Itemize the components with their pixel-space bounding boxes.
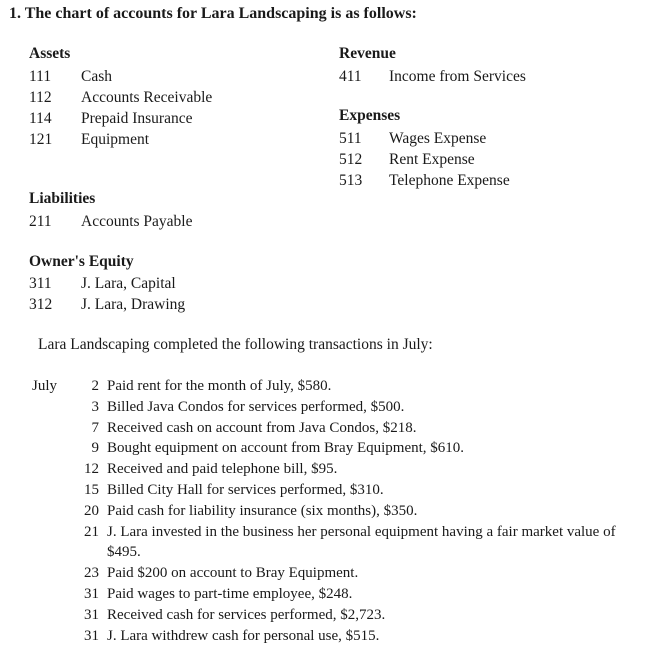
transaction-day: 9 xyxy=(91,440,99,457)
account-row xyxy=(339,149,510,170)
account-row xyxy=(29,87,212,108)
account-number: 111 xyxy=(29,68,52,85)
revenue-list xyxy=(339,66,526,87)
equity-heading: Owner's Equity xyxy=(29,253,134,270)
transaction-description: Paid $200 on account to Bray Equipment. xyxy=(107,565,359,582)
account-name: Prepaid Insurance xyxy=(81,110,193,127)
account-name: J. Lara, Capital xyxy=(81,275,176,292)
transaction-month: July xyxy=(32,378,58,394)
problem-title: 1. The chart of accounts for Lara Landscaping is as follows: xyxy=(9,5,417,22)
transaction-row xyxy=(32,376,637,397)
transaction-day: 23 xyxy=(84,565,99,582)
transaction-day: 15 xyxy=(84,481,99,498)
equity-list xyxy=(29,273,185,315)
account-number: 312 xyxy=(29,296,53,313)
expenses-heading: Expenses xyxy=(339,107,401,124)
transaction-description: J. Lara invested in the business her personal equipment having a fair market value of $495. xyxy=(107,523,616,561)
account-number: 114 xyxy=(29,110,52,127)
transaction-row xyxy=(32,480,637,501)
revenue-heading: Revenue xyxy=(339,45,396,62)
transaction-description: Billed Java Condos for services performed, $500. xyxy=(107,398,405,415)
transaction-row xyxy=(32,522,637,564)
transaction-row xyxy=(32,397,637,418)
transaction-day: 2 xyxy=(91,378,99,394)
account-row xyxy=(29,129,212,150)
account-name: Accounts Receivable xyxy=(81,89,213,106)
account-name: Wages Expense xyxy=(389,130,487,147)
transaction-day: 7 xyxy=(91,419,99,436)
transaction-row xyxy=(32,459,637,480)
account-name: Rent Expense xyxy=(389,151,475,168)
account-number: 121 xyxy=(29,131,53,148)
account-row xyxy=(29,108,212,129)
transaction-description: J. Lara withdrew cash for personal use, $515. xyxy=(107,627,380,644)
assets-heading: Assets xyxy=(29,45,71,62)
account-number: 512 xyxy=(339,151,363,168)
account-name: Accounts Payable xyxy=(81,213,193,230)
transaction-description: Bought equipment on account from Bray Equipment, $610. xyxy=(107,440,465,457)
account-number: 511 xyxy=(339,130,362,147)
transaction-row xyxy=(32,501,637,522)
account-row xyxy=(29,294,185,315)
account-row xyxy=(339,66,526,87)
account-row xyxy=(339,128,510,149)
transaction-day: 12 xyxy=(84,461,99,478)
account-name: J. Lara, Drawing xyxy=(81,296,186,313)
account-row xyxy=(339,170,510,191)
account-name: Income from Services xyxy=(389,68,526,85)
transaction-description: Received and paid telephone bill, $95. xyxy=(107,461,338,478)
expenses-list xyxy=(339,128,510,191)
account-number: 513 xyxy=(339,172,363,189)
account-number: 211 xyxy=(29,213,52,230)
transaction-description: Paid wages to part-time employee, $248. xyxy=(107,585,353,602)
transactions-list xyxy=(32,376,637,646)
account-name: Telephone Expense xyxy=(389,172,510,189)
assets-list xyxy=(29,66,212,150)
transaction-description: Billed City Hall for services performed, $310. xyxy=(107,481,384,498)
transaction-day: 21 xyxy=(84,523,99,540)
transaction-description: Received cash on account from Java Condos, $218. xyxy=(107,419,417,436)
liabilities-list xyxy=(29,211,192,232)
transaction-description: Paid rent for the month of July, $580. xyxy=(107,378,332,394)
transaction-day: 31 xyxy=(84,606,99,623)
transaction-row xyxy=(32,626,637,647)
account-row xyxy=(29,273,185,294)
account-name: Cash xyxy=(81,68,112,85)
account-name: Equipment xyxy=(81,131,150,148)
account-row xyxy=(29,66,212,87)
transaction-row xyxy=(32,584,637,605)
transaction-day: 31 xyxy=(84,585,99,602)
account-row xyxy=(29,211,192,232)
account-number: 112 xyxy=(29,89,52,106)
transaction-row xyxy=(32,563,637,584)
transaction-description: Received cash for services performed, $2,723. xyxy=(107,606,386,623)
liabilities-heading: Liabilities xyxy=(29,190,96,207)
transactions-intro: Lara Landscaping completed the following transactions in July: xyxy=(38,336,433,353)
transaction-row xyxy=(32,438,637,459)
account-number: 411 xyxy=(339,68,362,85)
transaction-row xyxy=(32,418,637,439)
account-number: 311 xyxy=(29,275,52,292)
transaction-description: Paid cash for liability insurance (six months), $350. xyxy=(107,502,418,519)
transaction-row xyxy=(32,605,637,626)
transaction-day: 20 xyxy=(84,502,99,519)
transaction-day: 31 xyxy=(84,627,99,644)
transaction-day: 3 xyxy=(91,398,99,415)
